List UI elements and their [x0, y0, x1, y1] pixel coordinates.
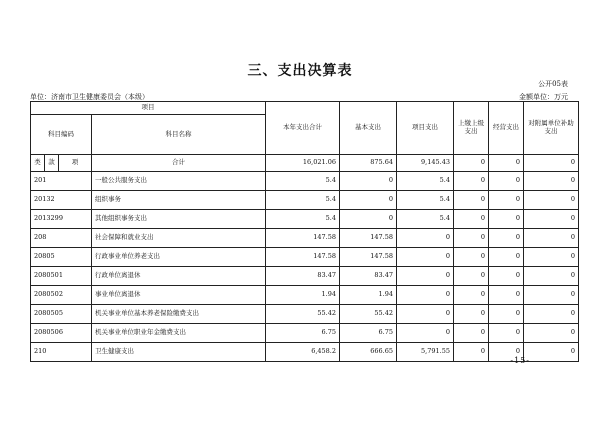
row-name: 卫生健康支出	[92, 343, 266, 362]
row-project: 5.4	[397, 191, 454, 210]
row-basic: 0	[340, 191, 397, 210]
row-total: 55.42	[266, 305, 340, 324]
row-total: 6.75	[266, 324, 340, 343]
row-code: 2080502	[31, 286, 92, 305]
row-code: 2013299	[31, 210, 92, 229]
expenditure-table	[30, 101, 579, 362]
row-project: 0	[397, 286, 454, 305]
row-business: 0	[489, 229, 524, 248]
row-affiliate: 0	[524, 248, 579, 267]
row-code: 210	[31, 343, 92, 362]
sum-label: 合计	[92, 155, 266, 172]
header-kind: 类	[31, 155, 45, 172]
row-project: 0	[397, 248, 454, 267]
row-upper: 0	[454, 248, 489, 267]
row-code: 2080505	[31, 305, 92, 324]
row-total: 6,458.2	[266, 343, 340, 362]
row-business: 0	[489, 172, 524, 191]
form-code: 公开05表	[538, 80, 568, 88]
header-sub-item: 项	[59, 155, 92, 172]
row-name: 一般公共服务支出	[92, 172, 266, 191]
table-row	[31, 248, 579, 267]
row-name: 组织事务	[92, 191, 266, 210]
row-business: 0	[489, 248, 524, 267]
row-total: 83.47	[266, 267, 340, 286]
row-project: 0	[397, 324, 454, 343]
row-basic: 666.65	[340, 343, 397, 362]
row-basic: 83.47	[340, 267, 397, 286]
row-basic: 0	[340, 172, 397, 191]
row-code: 20132	[31, 191, 92, 210]
row-code: 201	[31, 172, 92, 191]
sum-business: 0	[489, 155, 524, 172]
row-total: 5.4	[266, 191, 340, 210]
header-project-exp: 项目支出	[397, 102, 454, 155]
row-business: 0	[489, 286, 524, 305]
table-row	[31, 210, 579, 229]
row-code: 2080506	[31, 324, 92, 343]
table-row	[31, 324, 579, 343]
row-project: 0	[397, 305, 454, 324]
amount-unit: 金额单位：万元	[519, 93, 568, 101]
row-name: 其他组织事务支出	[92, 210, 266, 229]
row-business: 0	[489, 191, 524, 210]
page-number: -15-	[510, 356, 530, 365]
sum-row	[31, 155, 579, 172]
row-upper: 0	[454, 229, 489, 248]
row-total: 5.4	[266, 172, 340, 191]
row-business: 0	[489, 324, 524, 343]
row-project: 5.4	[397, 172, 454, 191]
row-name: 机关事业单位职业年金缴费支出	[92, 324, 266, 343]
row-affiliate: 0	[524, 191, 579, 210]
row-basic: 147.58	[340, 229, 397, 248]
header-subject-name: 科目名称	[92, 115, 266, 155]
table-row	[31, 305, 579, 324]
sum-affiliate: 0	[524, 155, 579, 172]
row-project: 5,791.55	[397, 343, 454, 362]
row-upper: 0	[454, 267, 489, 286]
row-affiliate: 0	[524, 210, 579, 229]
row-total: 147.58	[266, 229, 340, 248]
row-affiliate: 0	[524, 229, 579, 248]
table-row	[31, 229, 579, 248]
table-row	[31, 172, 579, 191]
row-name: 社会保障和就业支出	[92, 229, 266, 248]
sum-total: 16,021.06	[266, 155, 340, 172]
row-name: 行政单位离退休	[92, 267, 266, 286]
row-name: 机关事业单位基本养老保险缴费支出	[92, 305, 266, 324]
row-business: 0	[489, 343, 524, 362]
row-upper: 0	[454, 210, 489, 229]
row-basic: 1.94	[340, 286, 397, 305]
row-business: 0	[489, 210, 524, 229]
row-affiliate: 0	[524, 286, 579, 305]
row-name: 行政事业单位养老支出	[92, 248, 266, 267]
row-affiliate: 0	[524, 172, 579, 191]
header-subject-code: 科目编码	[31, 115, 92, 155]
header-upper: 上缴上级支出	[454, 102, 489, 155]
header-business: 经营支出	[489, 102, 524, 155]
row-affiliate: 0	[524, 343, 579, 362]
sum-basic: 875.64	[340, 155, 397, 172]
row-basic: 147.58	[340, 248, 397, 267]
table-row	[31, 191, 579, 210]
row-basic: 0	[340, 210, 397, 229]
row-affiliate: 0	[524, 305, 579, 324]
row-basic: 55.42	[340, 305, 397, 324]
row-upper: 0	[454, 172, 489, 191]
header-basic: 基本支出	[340, 102, 397, 155]
row-business: 0	[489, 305, 524, 324]
row-total: 147.58	[266, 248, 340, 267]
table-row	[31, 267, 579, 286]
table-row	[31, 343, 579, 362]
row-code: 208	[31, 229, 92, 248]
row-total: 5.4	[266, 210, 340, 229]
header-project: 项目	[31, 102, 266, 115]
header-total: 本年支出合计	[266, 102, 340, 155]
row-affiliate: 0	[524, 324, 579, 343]
table-row	[31, 286, 579, 305]
row-upper: 0	[454, 191, 489, 210]
sum-upper: 0	[454, 155, 489, 172]
page-title: 三、支出决算表	[247, 63, 353, 79]
header-affiliate: 对附属单位补助支出	[524, 102, 579, 155]
row-affiliate: 0	[524, 267, 579, 286]
row-code: 2080501	[31, 267, 92, 286]
row-project: 0	[397, 267, 454, 286]
unit-name: 单位：济南市卫生健康委员会（本级）	[30, 93, 149, 101]
row-business: 0	[489, 267, 524, 286]
row-basic: 6.75	[340, 324, 397, 343]
row-total: 1.94	[266, 286, 340, 305]
row-code: 20805	[31, 248, 92, 267]
row-project: 5.4	[397, 210, 454, 229]
row-upper: 0	[454, 286, 489, 305]
row-upper: 0	[454, 324, 489, 343]
header-item: 款	[45, 155, 59, 172]
row-name: 事业单位离退休	[92, 286, 266, 305]
header-row-1	[31, 102, 579, 115]
row-upper: 0	[454, 305, 489, 324]
row-upper: 0	[454, 343, 489, 362]
sum-project: 9,145.43	[397, 155, 454, 172]
row-project: 0	[397, 229, 454, 248]
